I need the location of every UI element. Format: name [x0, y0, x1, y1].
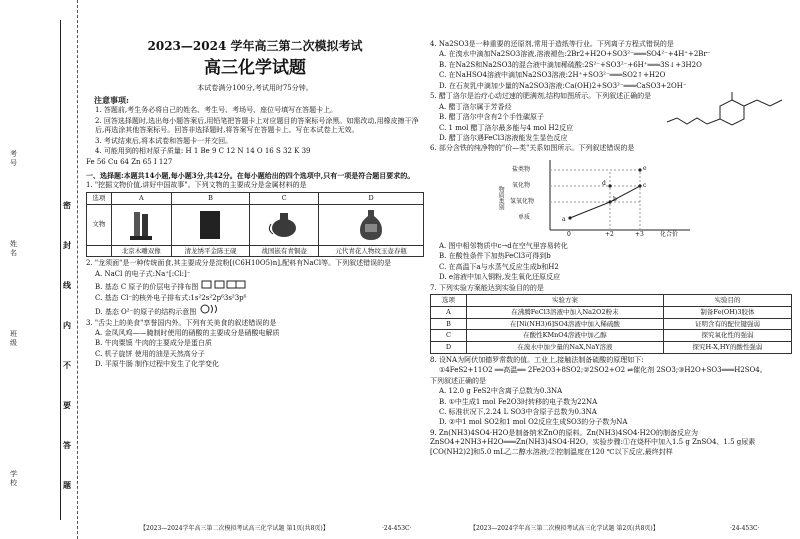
notice-item: Fe 56 Cu 64 Zn 65 I 127 — [86, 157, 173, 166]
page-footer-left: 【2023—2024学年高三第二次模拟考试高三化学试题 第1页(共8页)】 — [140, 524, 329, 532]
question-option: A. 12.0 g FeS2中含离子总数为0.3NA — [439, 387, 563, 396]
question-1-stem: 1. "挖掘文物价值,讲好中国故事"。下列文物的主要成分是金属材料的是 — [86, 181, 307, 190]
question-option: A. 醋丁洛尔属于芳香烃 — [439, 102, 512, 111]
artifact-porcelain-vase-image — [321, 206, 421, 244]
kaohao-label: 考号 — [9, 150, 18, 168]
molecule-structure-image — [662, 92, 792, 132]
table-cell: 制备Fe(OH)3胶体 — [663, 306, 791, 318]
question-option: D. 在石灰乳中滴加少量的Na2SO3溶液:Ca(OH)2+SO3²⁻═══CaSO3+2OH⁻ — [439, 81, 687, 90]
question-option: C. 基态 Cl⁻的核外电子排布式:1s²2s²2p⁶3s²3p⁶ — [95, 293, 247, 302]
question-option: A. 图中相邻物质中c→d在空气里容易转化 — [439, 241, 568, 250]
question-option: C. 在高温下a与水蒸气反应生成b和H2 — [439, 262, 559, 271]
question-6-stem: 6. 部分含铁的纯净物的"价—类"关系如图所示。下列叙述错误的是 — [430, 144, 635, 153]
artifact-inkstone-image — [174, 206, 247, 244]
page-right — [430, 14, 792, 458]
seal-char: 答 — [63, 440, 71, 450]
table-header: B — [171, 192, 249, 204]
table-cell: 在溴水中加少量的NaX,NaY溶液 — [467, 342, 664, 354]
table-cell: 在[Ni(NH3)6]SO4溶液中加入稀硫酸 — [467, 318, 664, 330]
ylabel: 单质 — [518, 213, 531, 221]
question-option: B. 基态 C 原子的价层电子排布图 — [86, 280, 424, 292]
question-5-stem: 5. 醋丁洛尔是治疗心动过速的肥满剂,结构如图所示。下列叙述正确的是 — [430, 92, 652, 101]
orbital-diagram-icon — [201, 280, 249, 289]
question-option: D. e溶液中加入铜粉,发生氧化还原反应 — [439, 273, 561, 282]
question-1-table — [86, 192, 424, 258]
class-label: 班级 — [9, 330, 18, 348]
artifact-caption: 元代青花人物纹玉壶春瓶 — [319, 245, 424, 257]
artifact-wood-figures-image — [114, 206, 169, 244]
question-4-stem: 4. Na2SO3是一种重要的还原剂,常用于造纸等行业。下列离子方程式错误的是 — [430, 40, 674, 48]
question-3-stem: 3. "舌尖上的美食"享誉国内外。下列有关美食的叙述错误的是 — [86, 318, 277, 327]
question-option: B. 在酸性条件下加热FeCl3可得到b — [439, 252, 551, 261]
question-option: D. 平原牛肠 制作过程中发生了化学变化 — [95, 360, 220, 369]
point-label: e — [643, 164, 647, 172]
question-option: D. ②中1 mol SO2和1 mol O2反应生成SO3的分子数为NA — [439, 418, 628, 427]
page-code-left: ·24-453C· — [382, 524, 412, 532]
artifact-caption: 北京木雕双像 — [111, 245, 171, 257]
xtick: +3 — [635, 230, 644, 238]
ylabel: 氧化物 — [512, 181, 531, 189]
question-2-stem: 2. "龙须面"是一种传统面食,其主要成分是淀粉[(C6H10O5)n],配料有NaCl等。下列叙述错误的是 — [86, 259, 392, 268]
seal-char: 内 — [63, 320, 71, 330]
page-left — [86, 14, 424, 371]
question-7-stem: 7. 下列实验方案能达到实验目的的是 — [430, 283, 544, 292]
name-label: 姓名 — [9, 240, 18, 258]
point-label: b — [613, 195, 617, 203]
row-label: 文物 — [87, 204, 112, 245]
table-cell: D — [431, 342, 467, 354]
table-header: 实验目的 — [663, 295, 791, 307]
page-code-right: ·24-453C· — [730, 524, 760, 532]
atom-structure-icon — [199, 304, 221, 314]
question-option: D. 基态 O²⁻的原子的结构示意图 — [86, 304, 424, 317]
seal-char: 线 — [63, 280, 71, 290]
point-label: a — [562, 215, 566, 223]
notice-item: 1. 答题前,考生务必将自己的姓名、考生号、考场号、座位号填写在答题卡上。 — [95, 106, 338, 115]
question-option: C. 标准状况下,2.24 L SO3中含原子总数为0.3NA — [439, 408, 597, 417]
school-label: 学校 — [9, 470, 18, 488]
point-label: c — [643, 181, 647, 189]
question-option: B. 牛肉粟馍 牛肉的主要成分是蛋白质 — [95, 339, 212, 348]
artifact-caption: 战国嵌有青铜壶 — [250, 245, 319, 257]
ylabel: 氢氧化物 — [510, 197, 535, 205]
table-header: D — [319, 192, 424, 204]
table-header: 选项 — [87, 192, 112, 204]
seal-char: 要 — [63, 400, 71, 410]
valence-class-diagram — [497, 156, 700, 240]
artifact-bronze-pot-image — [252, 206, 316, 244]
table-cell: 探究H-X,HY的酸性强弱 — [663, 342, 791, 354]
page-footer-right: 【2023—2024学年高三第二次模拟考试高三化学试题 第2页(共8页)】 — [470, 524, 659, 532]
seal-char: 不 — [63, 360, 71, 370]
table-cell: 探究氧化性的强弱 — [663, 330, 791, 342]
notice-item: 3. 考试结束后,将本试卷和答题卡一并交回。 — [95, 136, 233, 145]
question-9-stem: 9. Zn(NH3)4SO4·H2O是制备纳米ZnO的原料。Zn(NH3)4SO4·H2O的制备反应为ZnSO4+2NH3+H2O═══Zn(NH3)4SO4·H2O。实验步骤:①在烧杯中加入1.5 g ZnSO4、1.5 g尿素[CO(NH2)2]和5.0 mL乙二醇水溶液;②控制温度在120 ℃以下反应,最终封样 — [430, 428, 756, 456]
table-cell: B — [431, 318, 467, 330]
notice-item: 4. 可能用到的相对原子质量: H 1 Be 9 C 12 N 14 O 16 S 32 K 39 — [95, 147, 311, 156]
notice-item: 2. 回答选择题时,选出每小题答案后,用铅笔把答题卡上对应题目的答案标号涂黑。如需改动,用橡皮擦干净后,再选涂其他答案标号。回答非选择题时,将答案写在答题卡上。写在本试卷上无效。 — [95, 116, 419, 135]
seal-char: 密 — [63, 200, 71, 210]
table-cell: 在酸性KMnO4溶液中加乙醇 — [467, 330, 664, 342]
table-cell: A — [431, 306, 467, 318]
notice-heading: 注意事项: — [94, 94, 129, 105]
question-option: B. ①中生成1 mol Fe2O3时转移的电子数为22NA — [439, 397, 598, 406]
seal-line — [60, 20, 61, 520]
table-cell: C — [431, 330, 467, 342]
question-8-stem: 8. 设NA为阿伏加德罗常数的值。工业上,接触法制备硫酸的原理如下: — [430, 355, 644, 364]
seal-char: 题 — [63, 480, 71, 490]
question-option: C. 1 mol 醋丁洛尔最多能与4 mol H2反应 — [439, 123, 574, 132]
question-8-prompt: 下列叙述正确的是 — [430, 376, 486, 385]
artifact-caption: 清龙绣平金陈王砚 — [171, 245, 249, 257]
ylabel: 盐类物 — [512, 165, 531, 173]
question-option: A. NaCl 的电子式:Na⁺[:Cl:]⁻ — [95, 269, 191, 278]
question-8-equation: ①4FeS2+11O2 ══高温══ 2Fe2O3+8SO2;②2SO2+O2 ⇌催化剂 2SO3;③H2O+SO3═══H2SO4。 — [439, 366, 767, 375]
section-heading: 一、选择题:本题共14小题,每小题3分,共42分。在每小题给出的四个选项中,只有一项是符合题目要求的。 — [86, 170, 415, 180]
question-option: A. 在溴水中滴加Na2SO3溶液,溶液褪色:2Br2+H2O+SO3²⁻═══SO4²⁻+4H⁺+2Br⁻ — [439, 50, 711, 59]
question-option: D. 醋丁洛尔遇FeCl3溶液能发生显色反应 — [439, 133, 568, 142]
exam-info: 本试卷满分100分,考试用时75分钟。 — [197, 84, 313, 93]
question-option: C. 在NaHSO4溶液中滴加Na2SO3溶液:2H⁺+SO3²⁻═══SO2↑+H2O — [439, 71, 666, 80]
exam-subject-title: 高三化学试题 — [204, 58, 306, 79]
question-option: B. 在Na2S和Na2SO3的混合液中滴加稀硫酸:2S²⁻+SO3²⁻+6H⁺═══3S↓+3H2O — [439, 60, 702, 69]
table-header: 选项 — [431, 295, 467, 307]
table-header: A — [111, 192, 171, 204]
binding-strip — [0, 0, 78, 539]
point-label: d — [602, 179, 606, 187]
yaxis-title: 物质类别 — [497, 185, 505, 210]
question-option: A. 金凤风鸡——腌制时使用的硝酸的主要成分是硝酸电解质 — [95, 329, 280, 338]
xtick: +2 — [605, 230, 614, 238]
xaxis-title: 化合价 — [660, 230, 679, 238]
table-cell: 在沸腾FeCl3溶液中加入Na2O2粉末 — [467, 306, 664, 318]
table-header: 实验方案 — [467, 295, 664, 307]
question-option: B. 醋丁洛尔中含有2个手性碳原子 — [439, 113, 545, 122]
exam-title: 2023—2024 学年高三第二次模拟考试 — [147, 39, 363, 53]
question-7-table — [430, 294, 792, 354]
table-cell: 证明含有的配位键强弱 — [663, 318, 791, 330]
seal-char: 封 — [63, 240, 71, 250]
table-header: C — [250, 192, 319, 204]
xtick: 0 — [567, 230, 571, 238]
question-option: C. 机子旋饼 使用的油是天然高分子 — [95, 349, 205, 358]
